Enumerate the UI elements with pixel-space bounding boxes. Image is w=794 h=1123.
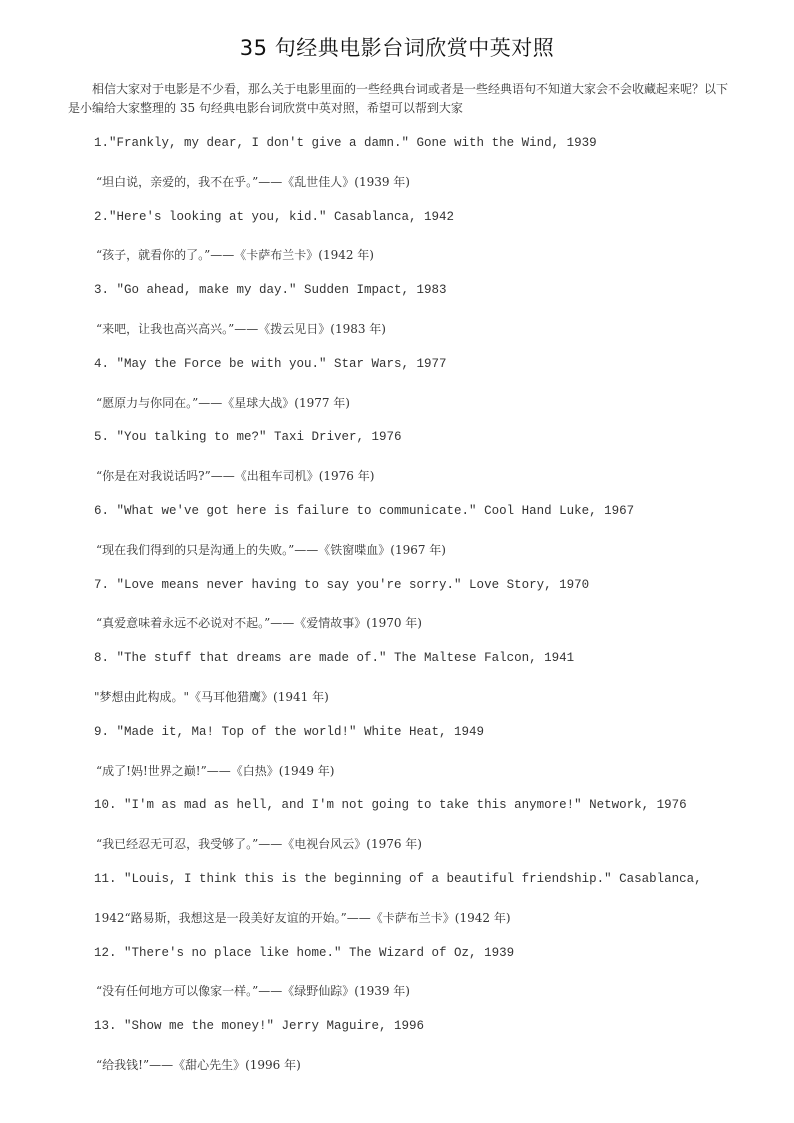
quote-zh-7: “真爱意味着永远不必说对不起。”——《爱情故事》(1970 年) <box>96 616 422 630</box>
quote-zh-12: “没有任何地方可以像家一样。”——《绿野仙踪》(1939 年) <box>96 984 410 998</box>
intro-paragraph: 相信大家对于电影是不少看，那么关于电影里面的一些经典台词或者是一些经典语句不知道大家会不会收藏起来呢？以下是小编给大家整理的 35 句经典电影台词欣赏中英对照，希望可以帮到大家 <box>68 82 729 115</box>
document-title: 35 句经典电影台词欣赏中英对照 <box>239 36 555 60</box>
quote-zh-13: “给我钱!”——《甜心先生》(1996 年) <box>96 1058 301 1072</box>
quote-en-11: 11. "Louis, I think this is the beginning of a beautiful friendship." Casablanca, <box>94 872 702 886</box>
quote-en-5: 5. "You talking to me?" Taxi Driver, 1976 <box>94 430 402 444</box>
quote-zh-1: “坦白说，亲爱的，我不在乎。”——《乱世佳人》(1939 年) <box>96 175 410 189</box>
quote-zh-10: “我已经忍无可忍，我受够了。”——《电视台风云》(1976 年) <box>96 837 422 851</box>
quote-en-6: 6. "What we've got here is failure to communicate." Cool Hand Luke, 1967 <box>94 504 635 518</box>
quote-zh-8: "梦想由此构成。"《马耳他猎鹰》(1941 年) <box>94 690 329 704</box>
quote-en-8: 8. "The stuff that dreams are made of." The Maltese Falcon, 1941 <box>94 651 575 665</box>
quote-zh-6: “现在我们得到的只是沟通上的失败。”——《铁窗喋血》(1967 年) <box>96 543 446 557</box>
quote-en-13: 13. "Show me the money!" Jerry Maguire, 1996 <box>94 1019 425 1033</box>
quote-en-9: 9. "Made it, Ma! Top of the world!" White Heat, 1949 <box>94 725 485 739</box>
quote-zh-9: “成了!妈!世界之巅!”——《白热》(1949 年) <box>96 764 335 778</box>
quote-en-3: 3. "Go ahead, make my day." Sudden Impact, 1983 <box>94 283 447 297</box>
quote-zh-2: “孩子，就看你的了。”——《卡萨布兰卡》(1942 年) <box>96 248 374 262</box>
quote-zh-5: “你是在对我说话吗?”——《出租车司机》(1976 年) <box>96 469 375 483</box>
quote-en-7: 7. "Love means never having to say you're sorry." Love Story, 1970 <box>94 578 590 592</box>
quote-en-1: 1."Frankly, my dear, I don't give a damn." Gone with the Wind, 1939 <box>94 136 597 150</box>
quote-zh-11: 1942“路易斯，我想这是一段美好友谊的开始。”——《卡萨布兰卡》(1942 年) <box>94 911 511 925</box>
quote-zh-3: “来吧，让我也高兴高兴。”——《拨云见日》(1983 年) <box>96 322 386 336</box>
quote-zh-4: “愿原力与你同在。”——《星球大战》(1977 年) <box>96 396 350 410</box>
quote-en-12: 12. "There's no place like home." The Wizard of Oz, 1939 <box>94 946 515 960</box>
quote-en-4: 4. "May the Force be with you." Star Wars, 1977 <box>94 357 447 371</box>
quote-en-2: 2."Here's looking at you, kid." Casablanca, 1942 <box>94 210 455 224</box>
quote-en-10: 10. "I'm as mad as hell, and I'm not going to take this anymore!" Network, 1976 <box>94 798 687 812</box>
